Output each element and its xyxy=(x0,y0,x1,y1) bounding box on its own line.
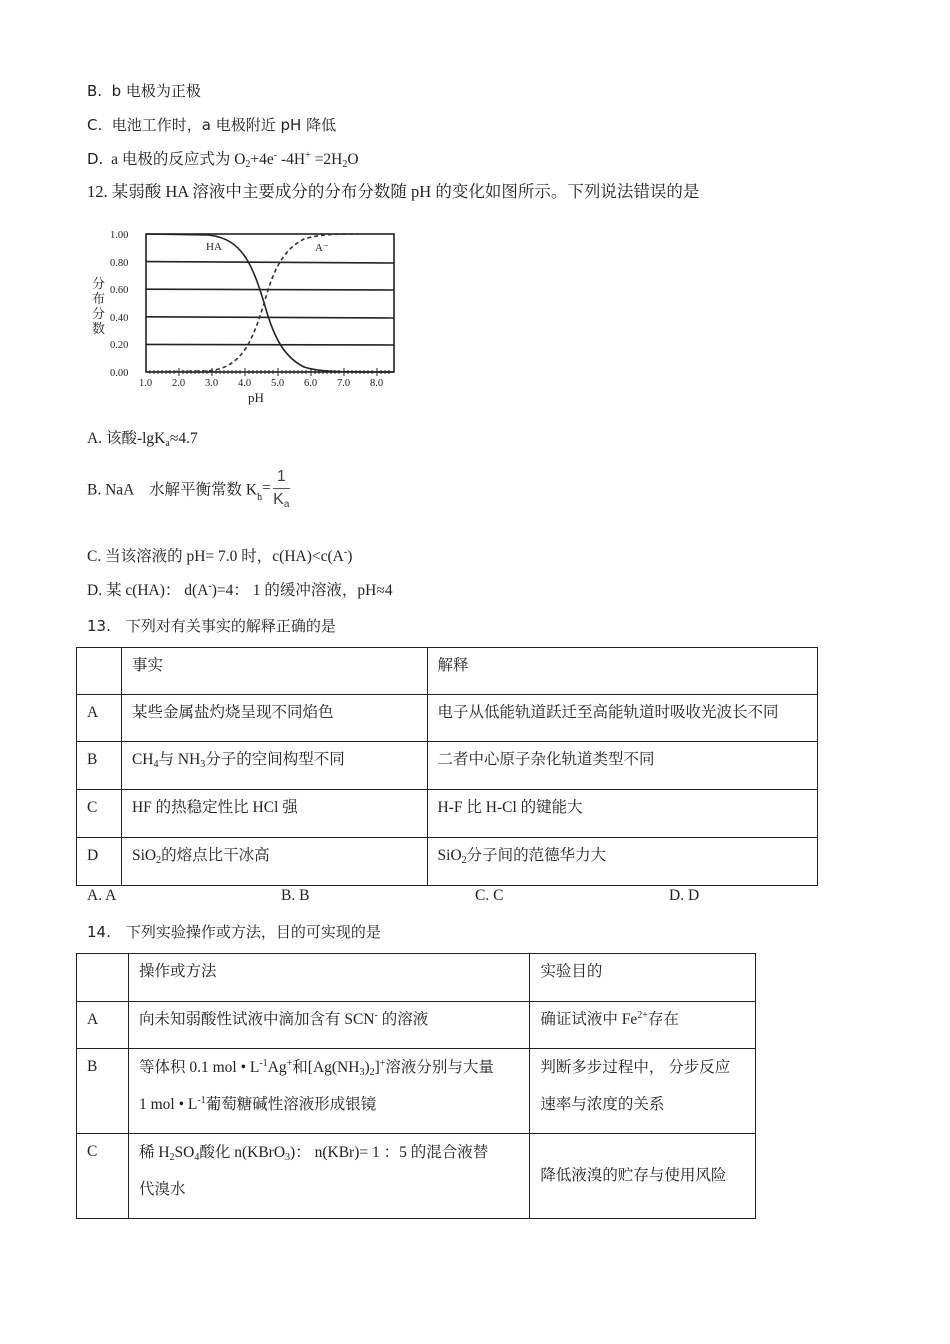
y-axis-label-3: 分 xyxy=(92,307,106,322)
x-tick: 2.0 xyxy=(172,378,186,389)
option-text: b 电极为正极 xyxy=(111,82,201,100)
x-tick: 1.0 xyxy=(139,378,153,389)
x-tick: 4.0 xyxy=(238,378,252,389)
explain-cell: H-F 比 H-Cl 的键能大 xyxy=(427,790,817,838)
series-label-a-minus: A⁻ xyxy=(315,242,329,254)
x-tick: 8.0 xyxy=(370,378,384,389)
q12-option-a: A. 该酸-lgK$_a$≈4.7 xyxy=(87,430,198,449)
y-axis-label-2: 布 xyxy=(92,292,106,307)
row-key: B xyxy=(77,742,122,790)
q14-stem: 14. 下列实验操作或方法，目的可实现的是 xyxy=(87,923,381,941)
x-tick: 6.0 xyxy=(304,378,318,389)
explain-cell: SiO$_2$分子间的范德华力大 xyxy=(427,838,817,886)
row-key: C xyxy=(77,790,122,838)
row-key: B xyxy=(77,1049,129,1134)
q11-option-c xyxy=(87,115,336,135)
row-key: C xyxy=(77,1134,129,1219)
q12-option-d: D. 某 c(HA)： d(A-)=4： 1 的缓冲溶液，pH≈4 xyxy=(87,581,393,599)
q11-option-d: D. a 电极的反应式为 $O_2+4e^-$ $-4H^+ =2H_2O$ xyxy=(87,150,359,170)
choice-c[interactable]: C. C xyxy=(475,887,504,904)
table-row xyxy=(77,838,818,886)
q12-option-c: C. 当该溶液的 pH= 7.0 时，c(HA)<c(A-) xyxy=(87,547,353,565)
option-label: B. xyxy=(87,82,103,100)
y-tick: 1.00 xyxy=(110,230,129,241)
header-cell: 解释 xyxy=(427,648,817,695)
table-row xyxy=(77,695,818,742)
table-header-row xyxy=(77,954,756,1002)
y-tick: 0.60 xyxy=(110,285,129,296)
fraction: $\frac{1}{K_a}$ xyxy=(273,468,290,510)
series-label-ha: HA xyxy=(206,241,222,253)
table-header-row xyxy=(77,648,818,695)
header-cell xyxy=(77,954,129,1002)
operation-cell: 向未知弱酸性试液中滴加含有 SCN- 的溶液 xyxy=(128,1002,529,1049)
header-cell: 实验目的 xyxy=(530,954,756,1002)
goal-cell: 确证试液中 $Fe^{2+}$存在 xyxy=(530,1002,756,1049)
table-row xyxy=(77,1134,756,1219)
option-label: D. xyxy=(87,150,104,168)
table-row xyxy=(77,742,818,790)
row-key: A xyxy=(77,695,122,742)
fact-cell: SiO$_2$的熔点比干冰高 xyxy=(121,838,427,886)
y-tick: 0.40 xyxy=(110,313,129,324)
fact-cell: HF 的热稳定性比 HCl 强 xyxy=(121,790,427,838)
q14-table xyxy=(76,953,756,1219)
y-tick: 0.20 xyxy=(110,340,129,351)
x-axis-label: pH xyxy=(248,390,264,405)
x-tick: 3.0 xyxy=(205,378,219,389)
q13-stem: 13. 下列对有关事实的解释正确的是 xyxy=(87,617,336,635)
row-key: D xyxy=(77,838,122,886)
q12-stem: 12. 某弱酸 HA 溶液中主要成分的分布分数随 pH 的变化如图所示。下列说法错误的是 xyxy=(87,182,700,201)
operation-cell: 等体积 0.1 mol • $L^{-1}Ag^+$和$[Ag(NH_3)_2]^+$溶液分别与大量 1 mol • $L^{-1}$葡萄糖碱性溶液形成银镜 xyxy=(128,1049,529,1134)
explain-cell: 电子从低能轨道跃迁至高能轨道时吸收光波长不同 xyxy=(427,695,817,742)
option-label: C. xyxy=(87,116,103,134)
operation-cell: 稀 $H_2SO_4$酸化 n(KBrO$_3$)： n(KBr)= 1 ：5 的混合液替 代溴水 xyxy=(128,1134,529,1219)
header-cell: 事实 xyxy=(121,648,427,695)
table-row xyxy=(77,1002,756,1049)
fact-cell: 某些金属盐灼烧呈现不同焰色 xyxy=(121,695,427,742)
q11-option-b xyxy=(87,81,201,101)
choice-a[interactable]: A. A xyxy=(87,887,117,904)
y-tick: 0.00 xyxy=(110,368,129,379)
choice-d[interactable]: D. D xyxy=(669,887,700,904)
x-tick: 5.0 xyxy=(271,378,285,389)
choice-b[interactable]: B. B xyxy=(281,887,310,904)
y-axis-label-1: 分 xyxy=(92,277,106,292)
table-row xyxy=(77,790,818,838)
header-cell xyxy=(77,648,122,695)
header-cell: 操作或方法 xyxy=(128,954,529,1002)
goal-cell: 判断多步过程中， 分步反应 速率与浓度的关系 xyxy=(530,1049,756,1134)
distribution-chart xyxy=(88,226,408,412)
option-text: 电池工作时，a 电极附近 pH 降低 xyxy=(111,116,337,134)
fact-cell: $CH_4$与 $NH_3$分子的空间构型不同 xyxy=(121,742,427,790)
x-tick: 7.0 xyxy=(337,378,351,389)
q13-table xyxy=(76,647,818,886)
row-key: A xyxy=(77,1002,129,1049)
goal-cell: 降低液溴的贮存与使用风险 xyxy=(530,1134,756,1219)
y-tick: 0.80 xyxy=(110,258,129,269)
y-axis-label-4: 数 xyxy=(92,322,106,337)
explain-cell: 二者中心原子杂化轨道类型不同 xyxy=(427,742,817,790)
table-row xyxy=(77,1049,756,1134)
chart-svg xyxy=(88,226,408,412)
q12-option-b: B. NaA 水解平衡常数 $K_h=$ $\frac{1}{K_a}$ xyxy=(87,468,290,510)
